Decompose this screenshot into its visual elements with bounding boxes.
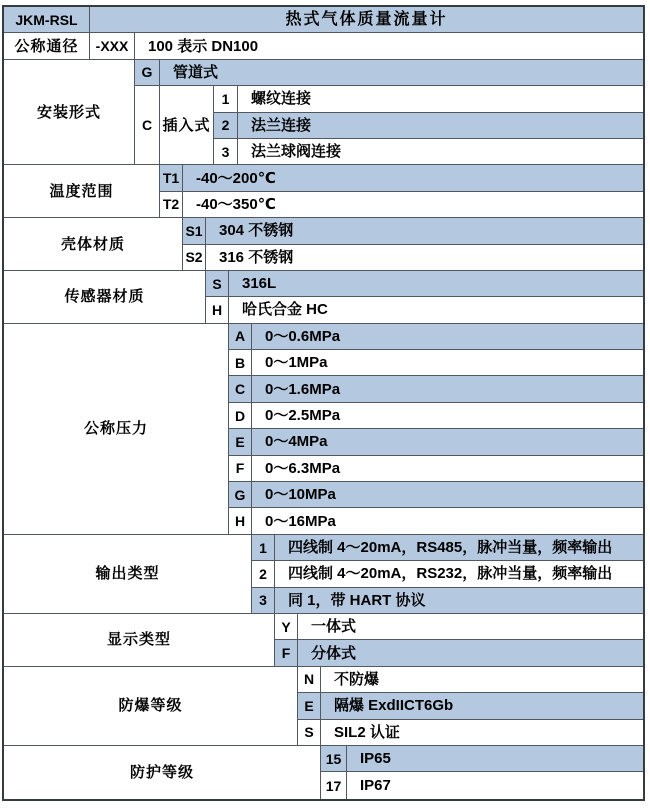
option-value: 四线制 4～20mA，RS232，脉冲当量，频率输出: [275, 561, 643, 587]
option-value: IP67: [360, 777, 391, 795]
section-label-sensor-material: 传感器材质: [4, 271, 206, 324]
option-code: F: [229, 456, 252, 482]
option-code: E: [298, 693, 321, 719]
section-label-housing-material: 壳体材质: [4, 218, 183, 271]
option-code: 2: [214, 113, 238, 139]
option-value: 法兰球阀连接: [238, 139, 643, 165]
option-value: 0～1MPa: [252, 350, 643, 376]
option-value: 0～6.3MPa: [252, 456, 643, 482]
option-code: B: [229, 350, 252, 376]
option-value: 分体式: [298, 640, 643, 666]
option-code: S2: [183, 245, 206, 271]
option-code: G: [229, 482, 252, 508]
option-value: 304 不锈钢: [206, 218, 643, 244]
dn-value: 100 表示 DN100: [135, 33, 643, 59]
option-code: H: [229, 508, 252, 534]
insert-type-label: 插入式: [160, 86, 214, 165]
option-code: F: [275, 640, 298, 666]
product-title: 热式气体质量流量计: [90, 7, 643, 33]
option-code: 3: [252, 588, 275, 614]
product-selection-table: [2, 5, 645, 801]
option-value: 四线制 4～20mA，RS485，脉冲当量，频率输出: [275, 535, 643, 561]
option-code: 15: [321, 746, 347, 772]
option-value: 一体式: [298, 614, 643, 640]
option-value: 0～2.5MPa: [252, 403, 643, 429]
option-code: 1: [252, 535, 275, 561]
option-code: 1: [214, 86, 238, 112]
option-code: E: [229, 429, 252, 455]
option-value: 不防爆: [321, 667, 643, 693]
option-code: H: [206, 297, 229, 323]
option-value: 316 不锈钢: [206, 245, 643, 271]
option-value: 法兰连接: [238, 113, 643, 139]
option-code: 3: [214, 139, 238, 165]
section-label-dn: 公称通径: [4, 33, 90, 59]
section-label-protection: 防护等级: [4, 746, 321, 799]
option-value: -40～200℃: [183, 165, 643, 191]
option-code: N: [298, 667, 321, 693]
option-code: S: [298, 720, 321, 746]
section-label-explosion: 防爆等级: [4, 667, 298, 746]
option-value: 螺纹连接: [238, 86, 643, 112]
option-value: 0～0.6MPa: [252, 324, 643, 350]
option-value: 0～10MPa: [252, 482, 643, 508]
option-code: G: [135, 60, 160, 86]
option-value: -40～350℃: [183, 192, 643, 218]
option-value: 管道式: [160, 60, 643, 86]
option-value: 0～1.6MPa: [252, 376, 643, 402]
option-value: 0～4MPa: [252, 429, 643, 455]
option-value: SIL2 认证: [321, 720, 643, 746]
section-label-temperature: 温度范围: [4, 165, 160, 218]
option-code: 17: [321, 772, 347, 798]
option-code: S: [206, 271, 229, 297]
option-value: 316L: [229, 271, 643, 297]
option-code: S1: [183, 218, 206, 244]
dn-code: -XXX: [90, 33, 135, 59]
option-value: 0～16MPa: [252, 508, 643, 534]
option-code: C: [229, 376, 252, 402]
option-code: Y: [275, 614, 298, 640]
model-code: JKM-RSL: [4, 7, 90, 33]
section-label-display: 显示类型: [4, 614, 275, 667]
option-value: 哈氏合金 HC: [229, 297, 643, 323]
option-code: T2: [160, 192, 183, 218]
section-label-pressure: 公称压力: [4, 324, 229, 535]
option-code: T1: [160, 165, 183, 191]
option-value: IP65: [347, 746, 643, 772]
option-code: A: [229, 324, 252, 350]
section-label-output: 输出类型: [4, 535, 252, 614]
option-code: 2: [252, 561, 275, 587]
section-label-installation: 安装形式: [4, 60, 135, 166]
option-code: D: [229, 403, 252, 429]
option-value: 隔爆 ExdIICT6Gb: [321, 693, 643, 719]
option-value: 同 1，带 HART 协议: [275, 588, 643, 614]
option-code: C: [135, 86, 160, 165]
